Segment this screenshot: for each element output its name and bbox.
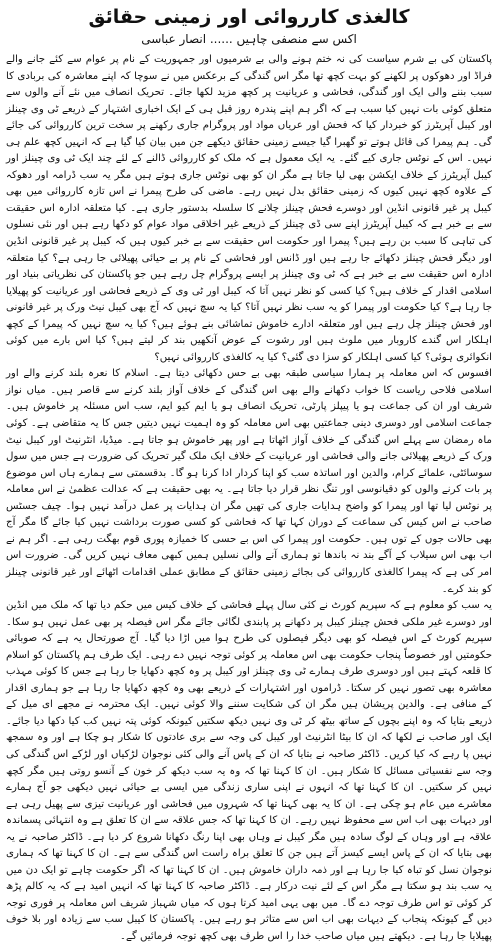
body-paragraph: یہ سب کو معلوم ہے کہ سپریم کورٹ نے کئی سال پہلے فحاشی کے خلاف کیس میں حکم دیا تھا کہ ملک میں انڈین اور دوسرے غیر ملکی فحش چینلز کیبل پر دکھانے پر پابندی لگائی جائے مگر اس فیصلہ پر بھی عمل نہیں ہو سکا۔ سپریم کورٹ کے اس فیصلہ کو بھی دیگر فیصلوں کی طرح ہوا میں اڑا دیا گیا۔ آج صورتحال یہ ہے کہ صوبائی حکومتیں اور خصوصاً پنجاب حکومت بھی اس معاملہ پر کوئی توجہ نہیں دے رہی۔ ایک طرف ہم پاکستان کو اسلام کا قلعہ کہتے ہیں اور دوسری طرف ہمارے ٹی وی چینلز اور کیبل پر وہ کچھ دکھایا جا رہا ہے جس کا کوئی مہذب معاشرہ بھی تصور نہیں کر سکتا۔ ڈراموں اور اشتہارات کے ذریعے بھی وہ کچھ دکھایا جا رہا ہے جو ہماری اقدار کے منافی ہے۔ والدین پریشان ہیں مگر ان کی شکایت سننے والا کوئی نہیں۔ ایک محترمہ نے مجھے ای میل کے ذریعے بتایا کہ وہ اپنے بچوں کے ساتھ بیٹھ کر ٹی وی نہیں دیکھ سکتیں کیونکہ کوئی پتہ نہیں کب کیا دکھا دیا جائے۔ ایک اور صاحب نے لکھا کہ ان کا بیٹا انٹرنیٹ اور کیبل کی وجہ سے بری عادتوں کا شکار ہو چکا ہے اور وہ سمجھ نہیں پا رہے کہ کیا کریں۔ ڈاکٹر صاحبہ نے بتایا کہ ان کے پاس آنے والی کئی نوجوان لڑکیاں اور لڑکے اس گندگی کی وجہ سے نفسیاتی مسائل کا شکار ہیں۔ ان کا کہنا تھا کہ وہ یہ سب دیکھ کر خون کے آنسو روتی ہیں مگر کچھ نہیں کر سکتیں۔ ان کا کہنا تھا کہ انہوں نے اپنی ساری زندگی میں ایسی بے حیائی نہیں دیکھی جو آج ہمارے معاشرے میں عام ہو چکی ہے۔ ان کا یہ بھی کہنا تھا کہ شہروں میں فحاشی اور عریانیت تیزی سے پھیل رہی ہے اور دیہات بھی اب اس سے محفوظ نہیں رہے۔ ان کا کہنا تھا کہ جس علاقہ سے ان کا تعلق ہے وہ انتہائی پسماندہ علاقہ ہے اور وہاں کے لوگ سادہ ہیں مگر کیبل نے وہاں بھی اپنا رنگ دکھانا شروع کر دیا ہے۔ ڈاکٹر صاحبہ نے یہ بھی بتایا کہ ان کے پاس ایسے کیسز آتے ہیں جن کا تعلق براہ راست اس گندگی سے ہے۔ ان کا کہنا تھا کہ ہماری نوجوان نسل کو تباہ کیا جا رہا ہے اور ذمہ داران خاموش ہیں۔ ان کا کہنا تھا کہ اگر حکومت چاہے تو ایک دن میں یہ سب بند ہو سکتا ہے مگر اس کے لئے نیت درکار ہے۔ ڈاکٹر صاحبہ کا کہنا تھا کہ انہیں امید ہے کہ یہ کالم پڑھ کر کوئی تو اس طرف توجہ دے گا۔ میں بھی یہی امید کرتا ہوں کہ میاں شہباز شریف اس معاملہ پر فوری توجہ دیں گے کیونکہ پنجاب کے دیہات بھی اب اس سے متاثر ہو رہے ہیں۔ پاکستان کا کیبل سب سے زیادہ اور بلا خوف پھیلایا جا رہا ہے۔ دیکھتے ہیں میاں صاحب خدا را اس طرف بھی کچھ توجہ فرمائیں گے۔ [6, 600, 492, 942]
body-paragraph: افسوس کہ اس معاملہ پر ہمارا سیاسی طبقہ بھی بے حس دکھائی دیتا ہے۔ اسلام کا نعرہ بلند کرنے والے اور اسلامی فلاحی ریاست کا خواب دکھانے والے بھی اس گندگی کے خلاف آواز بلند کرنے سے قاصر ہیں۔ میاں نواز شریف اور ان کی جماعت ہو یا پیپلز پارٹی، تحریک انصاف ہو یا ایم کیو ایم، سب اس مسئلہ پر خاموش ہیں۔ جماعت اسلامی اور دوسری دینی جماعتیں بھی اس معاملہ کو وہ اہمیت نہیں دیتیں جس کا یہ متقاضی ہے۔ کوئی ماہ رمضان سے پہلے اس گندگی کے خلاف آواز اٹھاتا ہے اور پھر خاموش ہو جاتا ہے۔ میڈیا، انٹرنیٹ اور کیبل نیٹ ورک کے ذریعے پھیلائی جانے والی فحاشی اور عریانیت کے خلاف ایک ملک گیر تحریک کی ضرورت ہے جس میں سول سوسائٹی، علمائے کرام، والدین اور اساتذہ سب کو اپنا کردار ادا کرنا ہو گا۔ بدقسمتی سے ہمارے ہاں اس موضوع پر بات کرنے والوں کو دقیانوسی اور تنگ نظر قرار دیا جاتا ہے۔ یہ بھی حقیقت ہے کہ عدالت عظمیٰ نے اس معاملہ پر نوٹس لیا تھا اور پیمرا کو واضح ہدایات جاری کی تھیں مگر ان ہدایات پر عمل درآمد نہیں ہوا۔ چیف جسٹس صاحب نے اس کیس کی سماعت کے دوران کہا تھا کہ فحاشی کو کسی صورت برداشت نہیں کیا جائے گا مگر آج بھی حالات جوں کے توں ہیں۔ حکومت اور پیمرا کی اس بے حسی کا خمیازہ پوری قوم بھگت رہی ہے۔ اگر ہم نے اب بھی اس سیلاب کے آگے بند نہ باندھا تو ہماری آنے والی نسلیں ہمیں کبھی معاف نہیں کریں گی۔ ضرورت اس امر کی ہے کہ پیمرا کالغذی کارروائی کی بجائے زمینی حقائق کے مطابق عملی اقدامات اٹھائے اور غیر قانونی چینلز کو بند کرے۔ [6, 368, 492, 595]
body-paragraph: پاکستان کی بے شرم سیاست کی نہ ختم ہونے والی بے شرمیوں اور جمہوریت کے نام پر عوام سے کئے جانے والے فراڈ اور دھوکوں پر لکھنے کو بہت کچھ تھا مگر اس گندگی کے برعکس میں نے سوچا کہ اپنے معاشرہ کی بربادی کا سبب بننے والی ایک اور گندگی، فحاشی و عریانیت پر کچھ مزید لکھا جائے۔ تحریک انصاف میں نئے آنے والوں سے متعلق کوئی بات نہیں کیا سبب ہے کہ اگر ہم اپنے پندرہ روز قبل ہی کے ایک اخباری اشتہار کے ذریعے ٹی وی چینلز اور کیبل آپریٹرز کو خبردار کیا کہ فحش اور عریاں مواد اور پروگرام جاری رکھنے پر سخت ترین کارروائی کی جائے گی۔ ہم پیمرا کی قائل ہوتے تو گھبرا گیا جیسے زمینی حقائق دیکھے جن میں بیان کیا گیا ہے کہ انہیں کچھ علم ہی نہیں۔ اس کے نوٹس جاری کیے گئے۔ یہ ایک معمول ہے کہ ملک کو کارروائی ڈالنے کے لئے چند ایک ٹی وی چینلز اور کیبل آپریٹرز کے خلاف ایکشن بھی لیا جاتا ہے مگر ان کو بھی نوٹس جاری ہوتے ہیں مگر یہ سب ڈرامہ اور دھوکہ کے علاوہ کچھ نہیں کیوں کہ زمینی حقائق بدل نہیں رہے۔ ماضی کی طرح پیمرا نے اس تازہ کارروائی میں بھی کیبل پر غیر قانونی انڈین اور دوسرے فحش چینلز چلانے کا سلسلہ بدستور جاری ہے۔ کیا متعلقہ ادارہ اس حقیقت سے بے خبر ہے کہ کیبل آپریٹرز اپنے سی ڈی چینلز کے ذریعے غیر اخلاقی مواد عوام کو دکھا رہے ہیں اور نئی نسلوں کی تباہی کا سبب بن رہے ہیں؟ پیمرا اور حکومت اس حقیقت سے بے خبر کیوں ہیں کہ کیبل پر غیر قانونی انڈین اور دیگر فحش چینلز دکھائے جا رہے ہیں اور ڈانس اور فحاشی کے نام پر بے حیائی پھیلائی جا رہی ہے؟ کیا متعلقہ ادارہ اس حقیقت سے بے خبر ہے کہ ٹی وی چینلز پر ایسے پروگرام چل رہے ہیں جو پاکستان کی نظریاتی بنیاد اور اسلامی اقدار کے خلاف ہیں؟ کیا کسی کو نظر نہیں آتا کہ کیبل اور ٹی وی کے ذریعے فحاشی اور عریانیت کو پھیلایا جا رہا ہے؟ کیا حکومت اور پیمرا کو یہ سب نظر نہیں آتا؟ کیا یہ سچ نہیں کہ آج بھی کیبل نیٹ ورک پر غیر قانونی اور فحش چینلز چل رہے ہیں اور متعلقہ ادارے خاموش تماشائی بنے ہوئے ہیں؟ کیا یہ سچ نہیں کہ پیمرا کے کچھ اہلکار اس گندے کاروبار میں ملوث ہیں اور رشوت کے عوض آنکھیں بند کر لیتے ہیں؟ کیا اس بارے میں کوئی انکوائری ہوئی؟ کیا کسی اہلکار کو سزا دی گئی؟ کیا یہ کالغذی کارروائی نہیں؟ [6, 54, 492, 363]
column-body [6, 52, 492, 946]
column-byline: اکس سے منصفی چاہیں ...... انصار عباسی [141, 32, 357, 46]
column-headline: کالغذی کارروائی اور زمینی حقائق [88, 6, 410, 28]
